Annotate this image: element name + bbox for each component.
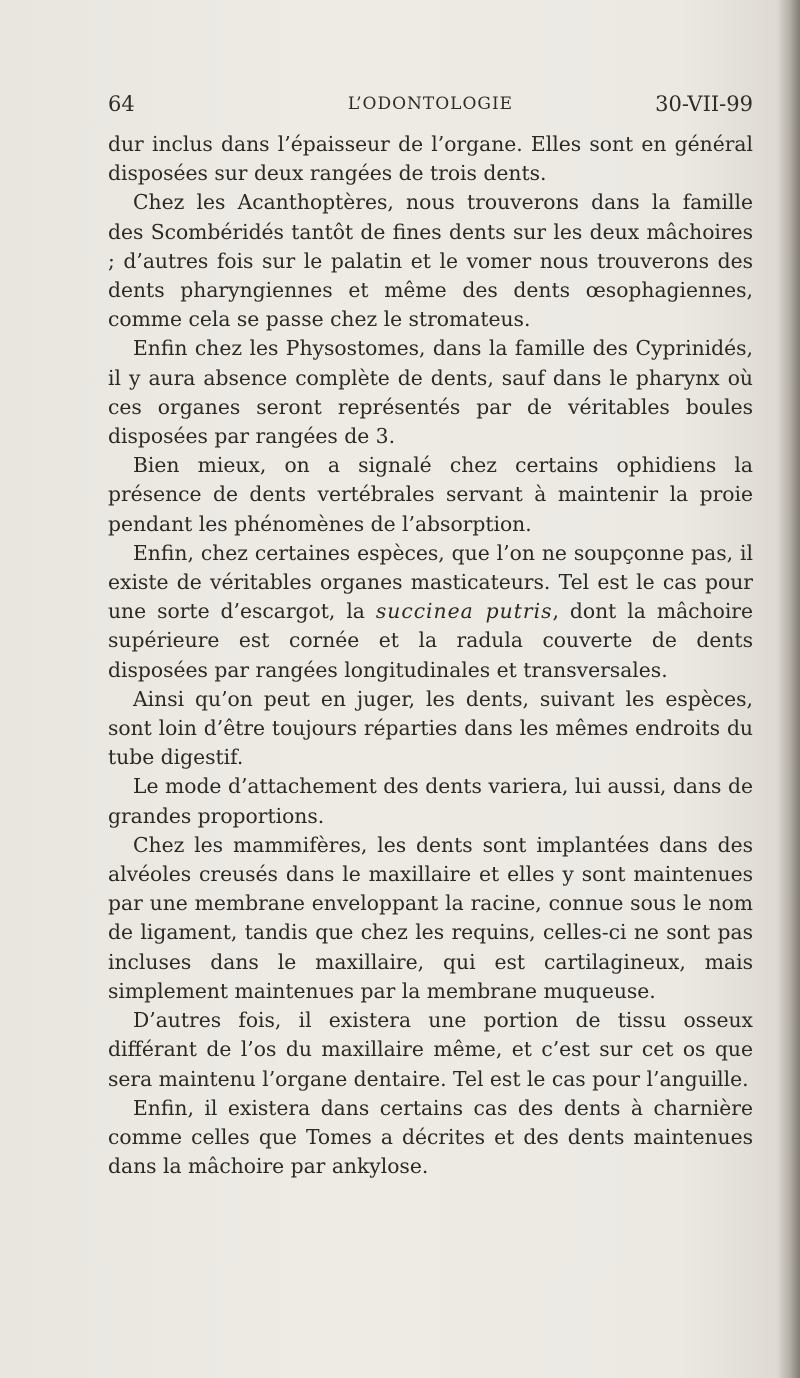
- paragraph: [108, 539, 753, 685]
- paragraph: Enfin chez les Physostomes, dans la famille des Cyprinidés, il y aura absence complète de dents, sauf dans le pharynx où ces organes seront représentés par de véritables boules disposées par rangées de 3.: [108, 336, 753, 449]
- paragraph: D’autres fois, il existera une portion de tissu osseux différant de l’os du maxillaire même, et c’est sur cet os que sera maintenu l’organe dentaire. Tel est le cas pour l’anguille.: [108, 1008, 753, 1091]
- page-edge-shadow: [778, 0, 800, 1378]
- paragraph: dur inclus dans l’épaisseur de l’organe. Elles sont en général disposées sur deux rangées de trois dents.: [108, 132, 753, 186]
- running-header: [108, 92, 753, 122]
- species-name: succinea putris: [375, 599, 553, 624]
- body-text: [108, 130, 753, 1181]
- paragraph: Chez les Acanthoptères, nous trouverons dans la famille des Scombéridés tantôt de fines dents sur les deux mâchoires ; d’autres fois sur le palatin et le vomer nous trouverons des dents pharyngiennes et même des dents œsophagiennes, comme cela se passe chez le stromateus.: [108, 190, 753, 332]
- paragraph: Ainsi qu’on peut en juger, les dents, suivant les espèces, sont loin d’être toujours réparties dans les mêmes endroits du tube digestif.: [108, 686, 753, 770]
- issue-date: 30-VII-99: [655, 92, 753, 116]
- paragraph: Bien mieux, on a signalé chez certains ophidiens la présence de dents vertébrales servant à maintenir la proie pendant les phénomènes de l’absorption.: [108, 453, 753, 536]
- paragraph-text: Enfin, chez certaines espèces, que l’on ne soupçonne pas, il existe de véritables organes masticateurs. Tel est le cas pour une sorte d’escargot, la: [108, 540, 753, 624]
- paragraph: Enfin, il existera dans certains cas des dents à charnière comme celles que Tomes a décrites et des dents maintenues dans la mâchoire par ankylose.: [108, 1095, 753, 1179]
- journal-title: L’ODONTOLOGIE: [347, 94, 514, 114]
- paragraph: Le mode d’attachement des dents variera, lui aussi, dans de grandes proportions.: [108, 774, 753, 828]
- page-number: 64: [108, 92, 135, 116]
- paragraph: Chez les mammifères, les dents sont implantées dans des alvéoles creusés dans le maxillaire et elles y sont maintenues par une membrane enveloppant la racine, connue sous le nom de ligament, tandis que chez les requins, celles-ci ne sont pas incluses dans le maxillaire, qui est cartilagineux, mais simplement maintenues par la membrane muqueuse.: [108, 832, 753, 1003]
- paragraph-text: , dont la mâchoire supérieure est cornée et la radula couverte de dents disposées par rangées longitudinales et transversales.: [108, 599, 753, 682]
